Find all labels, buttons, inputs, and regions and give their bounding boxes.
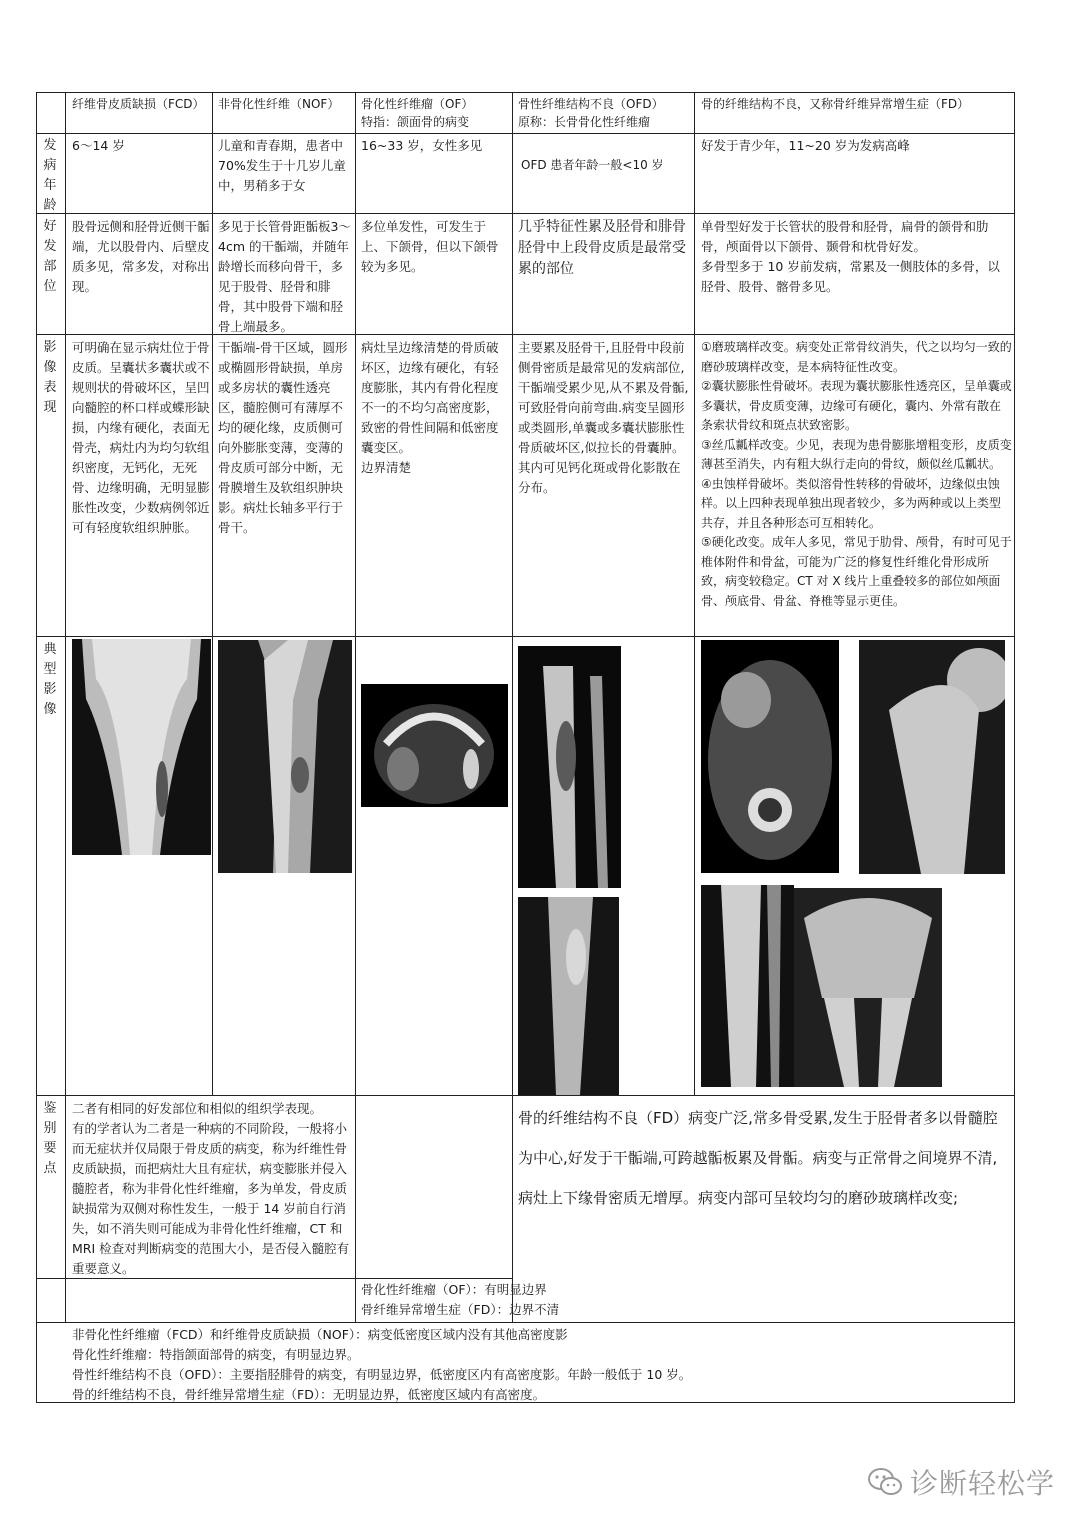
summary-line: 骨化性纤维瘤：特指颌面部骨的病变，有明显边界。 bbox=[72, 1347, 360, 1362]
row-label-char: 龄 bbox=[43, 198, 57, 213]
header-ofd-subtitle: 原称：长骨骨化性纤维瘤 bbox=[518, 115, 651, 129]
xray-of-image bbox=[361, 684, 508, 807]
summary-line: 骨性纤维结构不良（OFD）：主要指胫腓骨的病变，有明显边界，低密度区内有高密度影。年龄一般低于 10 岁。 bbox=[72, 1367, 692, 1382]
row-label-char: 好 bbox=[43, 219, 57, 234]
xray-ofd-image-1 bbox=[518, 646, 621, 888]
row-label-char: 影 bbox=[43, 340, 57, 355]
row-label-age bbox=[40, 136, 60, 216]
row-label-char: 部 bbox=[43, 259, 57, 274]
summary bbox=[72, 1325, 1012, 1405]
row-label-char: 典 bbox=[43, 642, 57, 657]
header-nof bbox=[218, 95, 354, 113]
row-label-site bbox=[40, 217, 60, 297]
row-label-char: 年 bbox=[43, 178, 57, 193]
row-label-char: 型 bbox=[43, 662, 57, 677]
row-label-char: 表 bbox=[43, 380, 57, 395]
xray-nof-image bbox=[218, 640, 352, 873]
row-label-char: 发 bbox=[43, 138, 57, 153]
header-of-title: 骨化性纤维瘤（OF） bbox=[361, 97, 474, 111]
watermark-text: 诊断轻松学 bbox=[910, 1467, 1056, 1500]
row-label-char: 鉴 bbox=[43, 1101, 57, 1116]
header-of-subtitle: 特指：颌面骨的病变 bbox=[361, 115, 470, 129]
imaging-of: 病灶呈边缘清楚的骨质破坏区，边缘有硬化，有轻度膨胀，其内有骨化程度不一的不均匀高密度影，致密的骨性间隔和低密度囊变区。 边界清楚 bbox=[361, 340, 499, 475]
row-label-char: 发 bbox=[43, 239, 57, 254]
summary-line: 骨的纤维结构不良，骨纤维异常增生症（FD）：无明显边界，低密度区域内有高密度。 bbox=[72, 1387, 546, 1402]
summary-line: 非骨化性纤维瘤（FCD）和纤维骨皮质缺损（NOF）：病变低密度区域内没有其他高密度影 bbox=[72, 1327, 568, 1342]
row-label-char: 病 bbox=[43, 158, 57, 173]
row-label-diff bbox=[40, 1099, 60, 1179]
site-fcd: 股骨远侧和胫骨近侧干骺端，尤以股骨内、后壁皮质多见，常多发，对称出现。 bbox=[72, 219, 210, 294]
xray-fd-femur-image bbox=[859, 640, 1005, 874]
row-label-char: 像 bbox=[43, 702, 57, 717]
header-ofd-title: 骨性纤维结构不良（OFD） bbox=[518, 97, 664, 111]
header-ofd bbox=[518, 95, 693, 131]
row-label-char: 位 bbox=[43, 279, 57, 294]
row-label-imaging bbox=[40, 338, 60, 418]
age-fcd: 6～14 岁 bbox=[72, 138, 125, 153]
xray-fd-pelvis-image bbox=[794, 888, 942, 1087]
xray-fd-leg-image bbox=[701, 885, 794, 1087]
diff-fcd-nof: 二者有相同的好发部位和相似的组织学表现。 有的学者认为二者是一种病的不同阶段，一般将小而无症状并仅局限于骨皮质的病变，称为纤维性骨皮质缺损，而把病灶大且有症状，病变膨胀并侵入髓腔者，称为非骨化性纤维瘤，多为单发，骨皮质缺损常为双侧对称性发生，一般于 14 岁前自行消失，如不消失则可能成为非骨化性纤维瘤，CT 和 MRI 检查对判断病变的范围大小，是否侵入髓腔有重要意义。 bbox=[72, 1101, 350, 1276]
header-nof-title: 非骨化性纤维（NOF） bbox=[218, 97, 340, 111]
header-fd-title: 骨的纤维结构不良，又称骨纤维异常增生症（FD） bbox=[701, 97, 970, 111]
site-ofd: 几乎特征性累及胫骨和腓骨 胫骨中上段骨皮质是最常受累的部位 bbox=[518, 219, 686, 277]
xray-ofd-image-2 bbox=[518, 897, 619, 1095]
row-label-char: 别 bbox=[43, 1121, 57, 1136]
row-label-char: 现 bbox=[43, 400, 57, 415]
age-ofd: OFD 患者年龄一般<10 岁 bbox=[521, 158, 664, 172]
site-of: 多位单发性，可发生于上、下颌骨，但以下颌骨较为多见。 bbox=[361, 219, 499, 274]
header-fcd bbox=[72, 95, 212, 113]
imaging-fd: ①磨玻璃样改变。病变处正常骨纹消失，代之以均匀一致的磨砂玻璃样改变，是本病特征性改变。 ②囊状膨胀性骨破坏。表现为囊状膨胀性透亮区，呈单囊或多囊状，骨皮质变薄，边缘可有硬化，囊内、外常有散在条索状骨纹和斑点状致密影。 ③丝瓜瓤样改变。少见，表现为患骨膨胀增粗变形，皮质变薄甚至消失，内有粗大纵行走向的骨纹，颇似丝瓜瓤状。 ④虫蚀样骨破坏。类似溶骨性转移的骨破坏，边缘似虫蚀样。以上四种表现单独出现者较少，多为两种或以上类型共存，并且各种形态可互相转化。 ⑤硬化改变。成年人多见，常见于肋骨、颅骨，有时可见于椎体附件和骨盆，可能为广泛的修复性纤维化骨形成所致，病变较稳定。CT 对 X 线片上重叠较多的部位如颅面骨、颅底骨、骨盆、脊椎等显示更佳。 bbox=[701, 340, 1012, 608]
diff-fd: 骨的纤维结构不良（FD）病变广泛,常多骨受累,发生于胫骨者多以骨髓腔为中心,好发于干骺端,可跨越骺板累及骨骺。病变与正常骨之间境界不清,病灶上下缘骨密质无增厚。病变内部可呈较均匀的磨砂玻璃样改变; bbox=[518, 1109, 998, 1207]
row-label-typical bbox=[40, 640, 60, 720]
imaging-ofd: 主要累及胫骨干,且胫骨中段前侧骨密质是最常见的发病部位,干骺端受累少见,从不累及骨骺,可致胫骨向前弯曲.病变呈圆形或类圆形,单囊或多囊状膨胀性骨质破坏区,似拉长的骨囊肿。其内可见钙化斑或骨化影散在分布。 bbox=[518, 340, 689, 495]
row-label-char: 像 bbox=[43, 360, 57, 375]
row-label-char: 要 bbox=[43, 1141, 57, 1156]
site-fd: 单骨型好发于长管状的股骨和胫骨，扁骨的颌骨和肋骨，颅面骨以下颌骨、颞骨和枕骨好发。 多骨型多于 10 岁前发病，常累及一侧肢体的多骨，以胫骨、股骨、髂骨多见。 bbox=[701, 219, 1000, 294]
diff-of-fd: 骨化性纤维瘤（OF）：有明显边界 骨纤维异常增生症（FD）：边界不清 bbox=[361, 1282, 560, 1317]
imaging-nof: 干骺端-骨干区域，圆形或椭圆形骨缺损，单房或多房状的囊性透亮区，髓腔侧可有薄厚不均的硬化缘，皮质侧可向外膨胀变薄，变薄的骨皮质可部分中断，无骨膜增生及软组织肿块影。病灶长轴多平行于骨干。 bbox=[218, 340, 348, 535]
header-fcd-title: 纤维骨皮质缺损（FCD） bbox=[72, 97, 205, 111]
header-fd bbox=[701, 95, 1013, 113]
watermark bbox=[868, 1462, 1055, 1502]
row-label-char: 点 bbox=[43, 1161, 57, 1176]
header-of bbox=[361, 95, 511, 131]
age-fd: 好发于青少年，11~20 岁为发病高峰 bbox=[701, 138, 910, 153]
age-nof: 儿童和青春期，患者中70%发生于十几岁儿童中，男稍多于女 bbox=[218, 138, 346, 193]
imaging-fcd: 可明确在显示病灶位于骨皮质。呈囊状多囊状或不规则状的骨破坏区，呈凹向髓腔的杯口样或蝶形缺损，内缘有硬化，表面无骨壳，病灶内为均匀软组织密度，无钙化，无死骨、边缘明确，无明显膨胀性改变，少数病例邻近可有轻度软组织肿胀。 bbox=[72, 340, 210, 535]
row-label-char: 影 bbox=[43, 682, 57, 697]
xray-fd-ct-image bbox=[701, 640, 839, 873]
site-nof: 多见于长管骨距骺板3～4cm 的干骺端，并随年龄增长而移向骨干，多见于股骨、胫骨和腓骨，其中股骨下端和胫骨上端最多。 bbox=[218, 219, 351, 334]
xray-fcd-image bbox=[72, 639, 211, 855]
age-of: 16~33 岁，女性多见 bbox=[361, 138, 483, 153]
wechat-icon bbox=[868, 1467, 902, 1497]
